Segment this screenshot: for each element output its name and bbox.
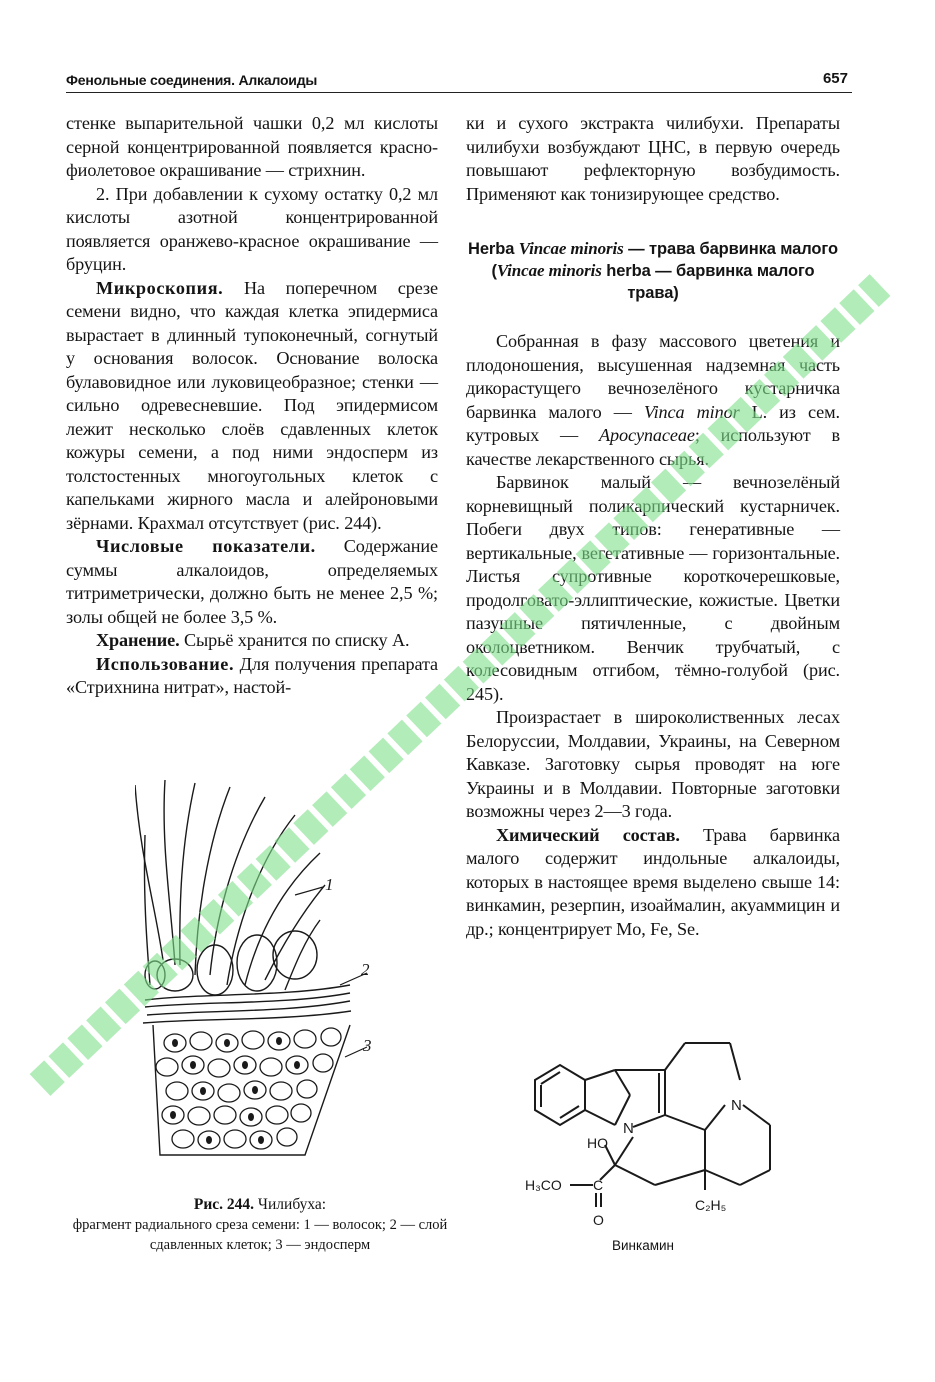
paragraph-numbers xyxy=(66,535,438,629)
paragraph-text: Для получения препарата «Стрихнина нитрат», настой- xyxy=(66,653,438,697)
section-label: Микроскопия. xyxy=(96,277,224,298)
figure-label-2: 2 xyxy=(361,960,370,979)
caption-text: фрагмент радиального среза семени: 1 — волосок; 2 — слой сдавленных клеток; 3 — эндосперм xyxy=(72,1217,448,1253)
paragraph-text: ; используют в качестве лекарственного сырья. xyxy=(466,425,840,469)
atom-ho: HO xyxy=(587,1135,608,1151)
section-heading xyxy=(466,238,840,304)
paragraph-usage xyxy=(66,653,438,700)
paragraph: 2. При добавлении к сухому остатку 0,2 мл кислоты азотной концентрированной появляется оранжево-красное окрашивание — бруцин. xyxy=(66,183,438,274)
section-label: Химический состав. xyxy=(496,824,680,845)
figure-caption xyxy=(70,1195,450,1255)
figure-label-1: 1 xyxy=(325,875,334,894)
right-column xyxy=(466,112,840,941)
caption-title-line xyxy=(70,1195,450,1215)
latin-name: Vinca minor xyxy=(643,401,740,422)
paragraph-text: Трава барвинка малого содержит индольные алкалоиды, которых в настоящее время выделено свыше 14: винкамин, резерпин, изоаймалин, акуаммицин и др.; концентрирует Mo, Fe, Se. xyxy=(466,824,840,939)
heading-part: — трава барвинка малого ( xyxy=(491,240,838,280)
heading-part: herba — барвинка малого трава) xyxy=(601,262,815,302)
vincamine-structure xyxy=(515,1035,785,1245)
paragraph-text: L. из сем. кутровых — xyxy=(466,401,840,445)
heading-part: Vincae minoris xyxy=(496,261,602,280)
paragraph-composition xyxy=(466,824,840,942)
paragraph-text: На поперечном срезе семени видно, что каждая клетка эпидермиса вырастает в длинный тупоконечный, согнутый у основания волосок. Основание волоска булавовидное или луковицеобразное; стенки — сильно одревесневшие. Под эпидермисом лежит несколько слоёв сдавленных клеток кожуры семени, а под ними эндосперм из толстостенных многоугольных клеток с капельками жирного масла и алейроновыми зёрнами. Крахмал отсутствует (рис. 244). xyxy=(66,277,438,533)
running-title: Фенольные соединения. Алкалоиды xyxy=(66,72,318,88)
section-label: Числовые показатели. xyxy=(96,536,316,556)
section-label: Хранение. xyxy=(96,630,180,650)
figure-number: Рис. 244. xyxy=(193,1196,255,1213)
atom-c: C xyxy=(593,1177,604,1193)
paragraph: ки и сухого экстракта чилибухи. Препараты чилибухи возбуждают ЦНС, в первую очередь повышают рефлекторную возбудимость. Применяют как тонизирующее средство. xyxy=(466,113,840,204)
paragraph-text: Собранная в фазу массового цветения и плодоношения, высушенная надземная часть дикорастущего вечнозелёного кустарничка барвинка малого — xyxy=(466,331,840,422)
heading-part: Vincae minoris xyxy=(518,239,624,258)
atom-n2: N xyxy=(731,1097,742,1114)
figure-label-3: 3 xyxy=(363,1036,372,1055)
paragraph-microscopy xyxy=(66,277,438,536)
section-label: Использование. xyxy=(96,653,235,674)
seed-section-figure xyxy=(135,775,375,1165)
paragraph xyxy=(466,330,840,471)
latin-name: Apocynaceae xyxy=(598,425,695,445)
structure-caption: Винкамин xyxy=(612,1238,674,1253)
heading-part: Herba xyxy=(468,240,519,258)
paragraph-text: Содержание суммы алкалоидов, определяемых титриметрически, должно быть не менее 2,5 %; золы общей не более 3,5 %. xyxy=(66,536,438,627)
paragraph: Произрастает в широколиственных лесах Белоруссии, Молдавии, Украины, на Северном Кавказе. Заготовку сырья проводят на юге Украины и в Молдавии. Повторные заготовки возможны через 2—3 года. xyxy=(466,707,840,821)
atom-o: O xyxy=(593,1212,604,1228)
atom-ethyl: C₂H₅ xyxy=(695,1197,727,1213)
atom-n1: N xyxy=(623,1120,634,1137)
atom-ester: H₃CO xyxy=(525,1177,562,1193)
running-header xyxy=(66,66,852,93)
paragraph-text: Сырьё хранится по списку А. xyxy=(179,630,410,650)
paragraph: Барвинок малый — вечнозелёный корневищный поликарпический кустарничек. Побеги двух типов: генеративные — вертикальные, вегетативные — горизонтальные. Листья супротивные короткочерешковые, продолговато-эллиптические, кожистые. Цветки пазушные пятичленные, с двойным околоцветником. Венчик трубчатый, с колесовидным отгибом, тёмно-голубой (рис. 245). xyxy=(466,472,840,704)
left-column xyxy=(66,112,438,700)
paragraph-storage xyxy=(66,629,438,653)
caption-title: Чилибуха: xyxy=(254,1196,327,1213)
paragraph: стенке выпарительной чашки 0,2 мл кислоты серной концентрированной появляется красно-фиолетовое окрашивание — стрихнин. xyxy=(66,113,438,180)
page-number: 657 xyxy=(822,70,848,87)
